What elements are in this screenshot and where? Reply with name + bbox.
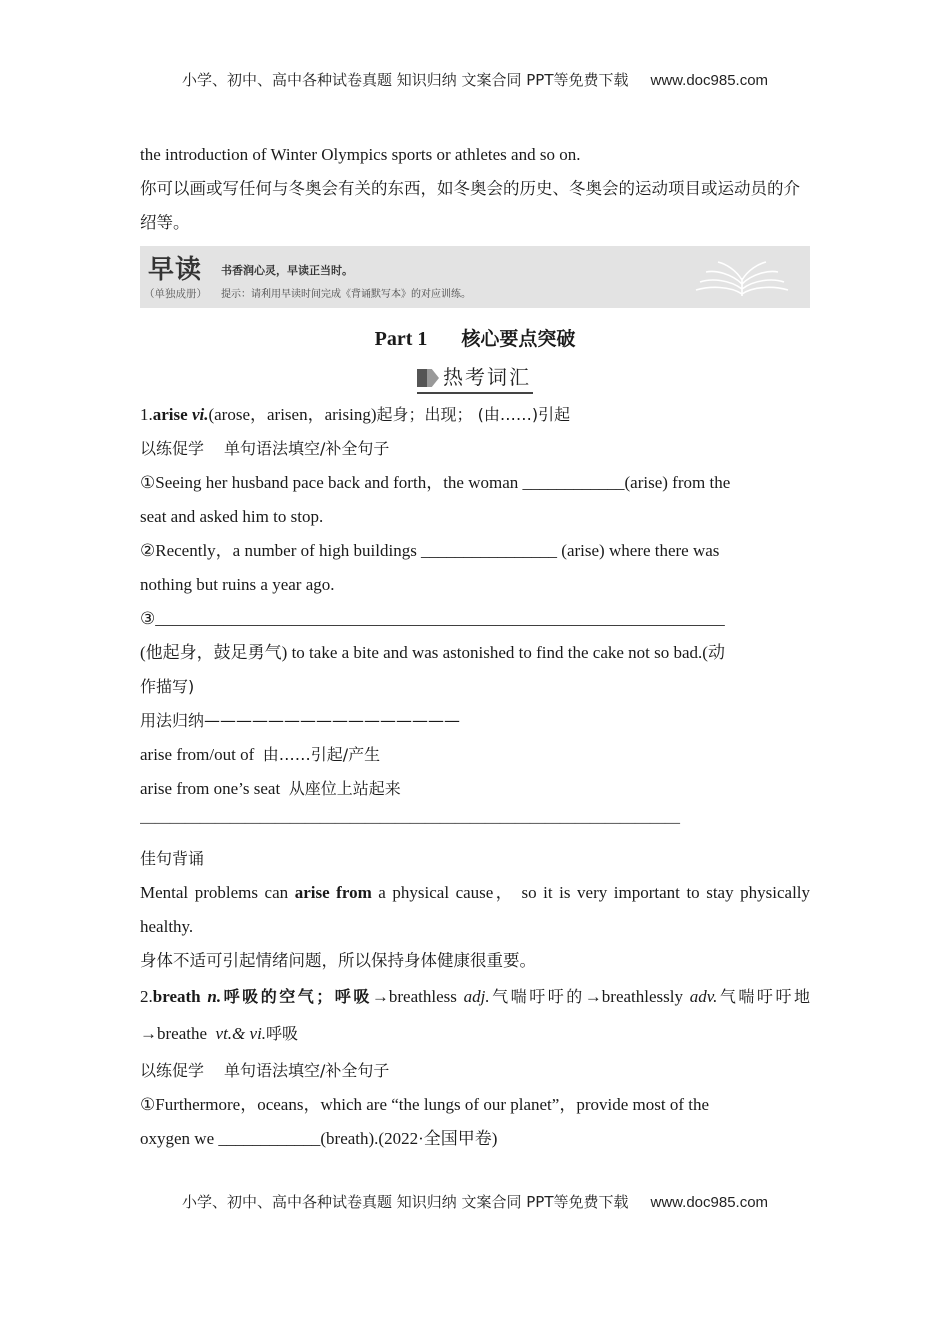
sentence-heading: 佳句背诵 bbox=[140, 849, 205, 868]
sentence-part-b: a physical cause， so it is very important to stay physically healthy. bbox=[140, 883, 811, 936]
arrow-icon: → bbox=[140, 1024, 157, 1043]
item1-q3-line2: (他起身，鼓足勇气) to take a bite and was astonished to find the cake not so bad.(动 bbox=[140, 643, 725, 662]
arrow-icon: → bbox=[371, 987, 389, 1006]
usage2-cn: 从座位上站起来 bbox=[288, 779, 401, 798]
page-footer bbox=[0, 1191, 950, 1212]
item2-pos: n. bbox=[207, 987, 222, 1006]
model-sentence bbox=[140, 876, 810, 944]
intro-line-en: the introduction of Winter Olympics sports or athletes and so on. bbox=[140, 145, 581, 164]
item1-meaning: 起身；出现； (由……)引起 bbox=[376, 405, 571, 424]
item2-d2-pos: adv. bbox=[689, 987, 718, 1006]
part-label: Part 1 bbox=[374, 328, 428, 350]
item2-d1-word: breathless bbox=[388, 987, 457, 1006]
banner-sub: （单独成册） bbox=[144, 288, 207, 300]
practice-label: 以练促学 bbox=[140, 1061, 205, 1080]
footer-text: 小学、初中、高中各种试卷真题 知识归纳 文案合同 PPT等免费下载 bbox=[181, 1193, 629, 1211]
open-book-icon bbox=[692, 256, 792, 298]
item1-q2-line1: ②Recently，a number of high buildings ________________ (arise) where there was bbox=[140, 541, 720, 560]
item2-d3-pos: vt.& vi. bbox=[215, 1024, 267, 1043]
item2-q1-line2: oxygen we ____________(breath).(2022·全国甲卷) bbox=[140, 1129, 498, 1148]
item1-q1-line2: seat and asked him to stop. bbox=[140, 507, 324, 526]
item2-q1-line1: ①Furthermore，oceans，which are “the lungs of our planet”，provide most of the bbox=[140, 1095, 709, 1114]
item1-forms: (arose，arisen，arising) bbox=[208, 405, 377, 424]
usage2-en: arise from one’s seat bbox=[140, 779, 281, 798]
header-url[interactable]: www.doc985.com bbox=[650, 72, 769, 89]
item2-meaning: 呼吸的空气；呼吸 bbox=[221, 987, 372, 1006]
item2-headword bbox=[140, 978, 810, 1052]
section-heading bbox=[140, 362, 810, 396]
item2-d3-word: breathe bbox=[157, 1024, 208, 1043]
usage-heading: 用法归纳———————————————— bbox=[140, 711, 461, 730]
item2-d2-cn: 气喘吁吁地 bbox=[717, 987, 810, 1006]
banner-slogan: 书香润心灵，早读正当时。 bbox=[221, 264, 353, 277]
item1-q1-line1: ①Seeing her husband pace back and forth，the woman ____________(arise) from the bbox=[140, 473, 731, 492]
sentence-translation: 身体不适可引起情绪问题，所以保持身体健康很重要。 bbox=[140, 951, 536, 970]
item2-practice-heading bbox=[140, 1054, 810, 1088]
item1-q3-line3: 作描写) bbox=[140, 677, 195, 696]
banner-tip: 提示：请利用早读时间完成《背诵默写本》的对应训练。 bbox=[221, 289, 471, 300]
item2-word: breath bbox=[152, 987, 201, 1006]
item1-word: arise bbox=[152, 405, 188, 424]
item1-num: 1. bbox=[140, 405, 153, 424]
item2-d1-pos: adj. bbox=[463, 987, 490, 1006]
footer-url[interactable]: www.doc985.com bbox=[650, 1194, 769, 1211]
section-title: 热考词汇 bbox=[443, 365, 531, 389]
sentence-bold: arise from bbox=[294, 883, 372, 902]
part-title: 核心要点突破 bbox=[461, 328, 576, 350]
item2-d3-cn: 呼吸 bbox=[266, 1024, 299, 1043]
banner-title: 早读 bbox=[148, 255, 203, 285]
intro-para-cn: 你可以画或写任何与冬奥会有关的东西，如冬奥会的历史、冬奥会的运动项目或运动员的介绍等。 bbox=[140, 179, 800, 232]
page-content bbox=[140, 138, 810, 1156]
item1-headword bbox=[140, 398, 810, 432]
item2-d2-word: breathlessly bbox=[601, 987, 683, 1006]
arrow-icon: → bbox=[584, 987, 602, 1006]
item1-pos: vi. bbox=[191, 405, 209, 424]
practice-label: 以练促学 bbox=[140, 439, 205, 458]
page-header bbox=[0, 69, 950, 90]
item1-q2-line2: nothing but ruins a year ago. bbox=[140, 575, 335, 594]
usage-item-1 bbox=[140, 738, 810, 772]
part-heading bbox=[140, 320, 810, 358]
item2-d1-cn: 气喘吁吁的 bbox=[489, 987, 585, 1006]
usage-rule: ———————————————————————————————————— bbox=[140, 815, 680, 831]
morning-reading-banner bbox=[140, 246, 810, 308]
item1-practice-heading bbox=[140, 432, 810, 466]
sentence-part-a: Mental problems can bbox=[140, 883, 289, 902]
item1-q3-line1: ③___________________________________________________________________ bbox=[140, 609, 725, 628]
practice-type: 单句语法填空/补全句子 bbox=[224, 1061, 390, 1080]
usage1-en: arise from/out of bbox=[140, 745, 255, 764]
header-text: 小学、初中、高中各种试卷真题 知识归纳 文案合同 PPT等免费下载 bbox=[181, 71, 629, 89]
item2-num: 2. bbox=[140, 987, 153, 1006]
usage1-cn: 由……引起/产生 bbox=[262, 745, 381, 764]
practice-type: 单句语法填空/补全句子 bbox=[224, 439, 390, 458]
usage-item-2 bbox=[140, 772, 810, 806]
